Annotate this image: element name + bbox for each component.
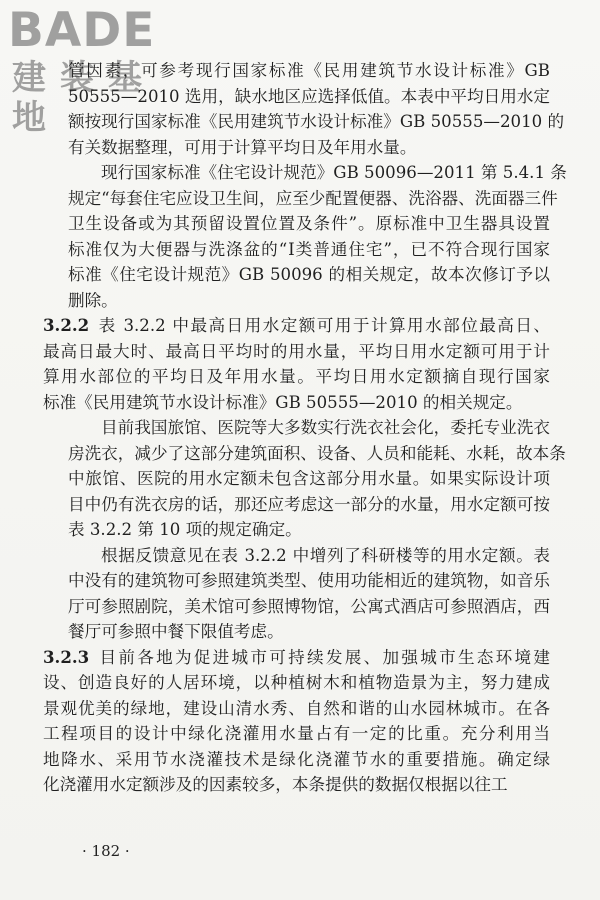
line-text: 标准《民用建筑节水设计标准》GB 50555—2010 的相关规定。 — [43, 392, 523, 412]
line-text: 房洗衣，减少了这部分建筑面积、设备、人员和能耗、水耗，故本条 — [68, 443, 566, 463]
text-line — [43, 721, 550, 747]
section-number: 3.2.3 — [43, 646, 90, 667]
line-text: 餐厅可参照中餐下限值考虑。 — [68, 622, 284, 641]
text-line — [43, 364, 550, 390]
paragraph — [68, 58, 565, 160]
line-text: 50555—2010 选用，缺水地区应选择低值。本表中平均日用水定 — [68, 86, 550, 106]
line-text: 额按现行国家标准《民用建筑节水设计标准》GB 50555—2010 的 — [68, 112, 565, 131]
line-text: 厅可参照剧院，美术馆可参照博物馆，公寓式酒店可参照酒店，西 — [68, 596, 550, 616]
line-text: 标准《住宅设计规范》GB 50096 的相关规定，故本次修订予以 — [68, 265, 550, 284]
line-text: 卫生设备或为其预留设置位置及条件”。原标准中卫生器具设置 — [68, 214, 550, 233]
line-text: 中没有的建筑物可参照建筑类型、使用功能相近的建筑物，如音乐 — [68, 571, 550, 590]
line-text: 根据反馈意见在表 3.2.2 中增列了科研楼等的用水定额。表 — [101, 545, 550, 565]
line-text: 工程项目的设计中绿化浇灌用水量占有一定的比重。充分利用当 — [43, 724, 550, 743]
line-text: 最高日最大时、最高日平均时的用水量，平均日用水定额可用于计 — [43, 341, 550, 361]
text-line — [43, 390, 550, 416]
line-text: 地降水、采用节水浇灌技术是绿化浇灌节水的重要措施。确定绿 — [43, 749, 550, 769]
text-line — [43, 645, 550, 671]
text-line — [68, 237, 550, 263]
text-line — [43, 339, 550, 365]
line-text: 删除。 — [68, 290, 118, 310]
watermark-subtitle: 建装基地 — [12, 58, 156, 138]
line-text: 现行国家标准《住宅设计规范》GB 50096—2011 第 5.4.1 条 — [101, 163, 567, 182]
line-text: 目中仍有洗衣房的话，那还应考虑这一部分的水量，用水定额可按 — [68, 494, 550, 514]
line-text: 算用水部位的平均日及年用水量。平均日用水定额摘自现行国家 — [43, 367, 550, 386]
paragraph — [68, 415, 566, 543]
text-line — [68, 492, 550, 518]
paragraph — [43, 645, 550, 798]
page-number: · 182 · — [82, 842, 130, 860]
text-line — [68, 594, 550, 620]
text-line — [43, 747, 550, 773]
text-line — [68, 262, 550, 288]
text-line — [68, 160, 567, 186]
text-line — [68, 415, 550, 441]
text-line — [68, 109, 565, 135]
text-line — [68, 58, 550, 84]
watermark-brand: BADE — [8, 3, 156, 58]
text-line — [68, 84, 550, 110]
text-line — [68, 517, 550, 543]
paragraph — [68, 160, 567, 313]
line-text: 规定“每套住宅应设卫生间，应至少配置便器、洗浴器、洗面器三件 — [68, 188, 558, 208]
text-line — [43, 696, 550, 722]
section-number: 3.2.2 — [43, 315, 90, 335]
line-text: 中旅馆、医院的用水定额未包含这部分用水量。如果实际设计项 — [68, 469, 550, 488]
text-line — [43, 670, 550, 696]
text-line — [68, 186, 558, 212]
text-line — [68, 619, 550, 645]
text-line — [68, 466, 550, 492]
line-text: 目前我国旅馆、医院等大多数实行洗衣社会化，委托专业洗衣 — [101, 418, 550, 437]
line-text: 有关数据整理，可用于计算平均日及年用水量。 — [68, 137, 417, 157]
line-text: 表 3.2.2 中最高日用水定额可用于计算用水部位最高日、 — [97, 316, 550, 335]
line-text: 管因素，可参考现行国家标准《民用建筑节水设计标准》GB — [68, 61, 550, 80]
line-text: 目前各地为促进城市可持续发展、加强城市生态环境建 — [97, 647, 550, 667]
text-line — [68, 135, 550, 161]
line-text: 化浇灌用水定额涉及的因素较多，本条提供的数据仅根据以往工 — [43, 775, 508, 794]
text-line — [68, 211, 550, 237]
text-line — [43, 313, 550, 339]
line-text: 标准仅为大便器与洗涤盆的“Ⅰ类普通住宅”，已不符合现行国家 — [68, 239, 550, 259]
text-line — [68, 543, 550, 569]
text-line — [68, 288, 550, 314]
text-line — [68, 568, 550, 594]
body-text — [43, 58, 567, 798]
text-line — [68, 441, 566, 467]
paragraph — [43, 313, 550, 415]
line-text: 景观优美的绿地，建设山清水秀、自然和谐的山水园林城市。在各 — [43, 698, 550, 718]
paragraph — [68, 543, 550, 645]
line-text: 表 3.2.2 第 10 项的规定确定。 — [68, 520, 302, 539]
line-text: 设、创造良好的人居环境，以种植树木和植物造景为主，努力建成 — [43, 673, 550, 692]
text-line — [43, 772, 550, 798]
